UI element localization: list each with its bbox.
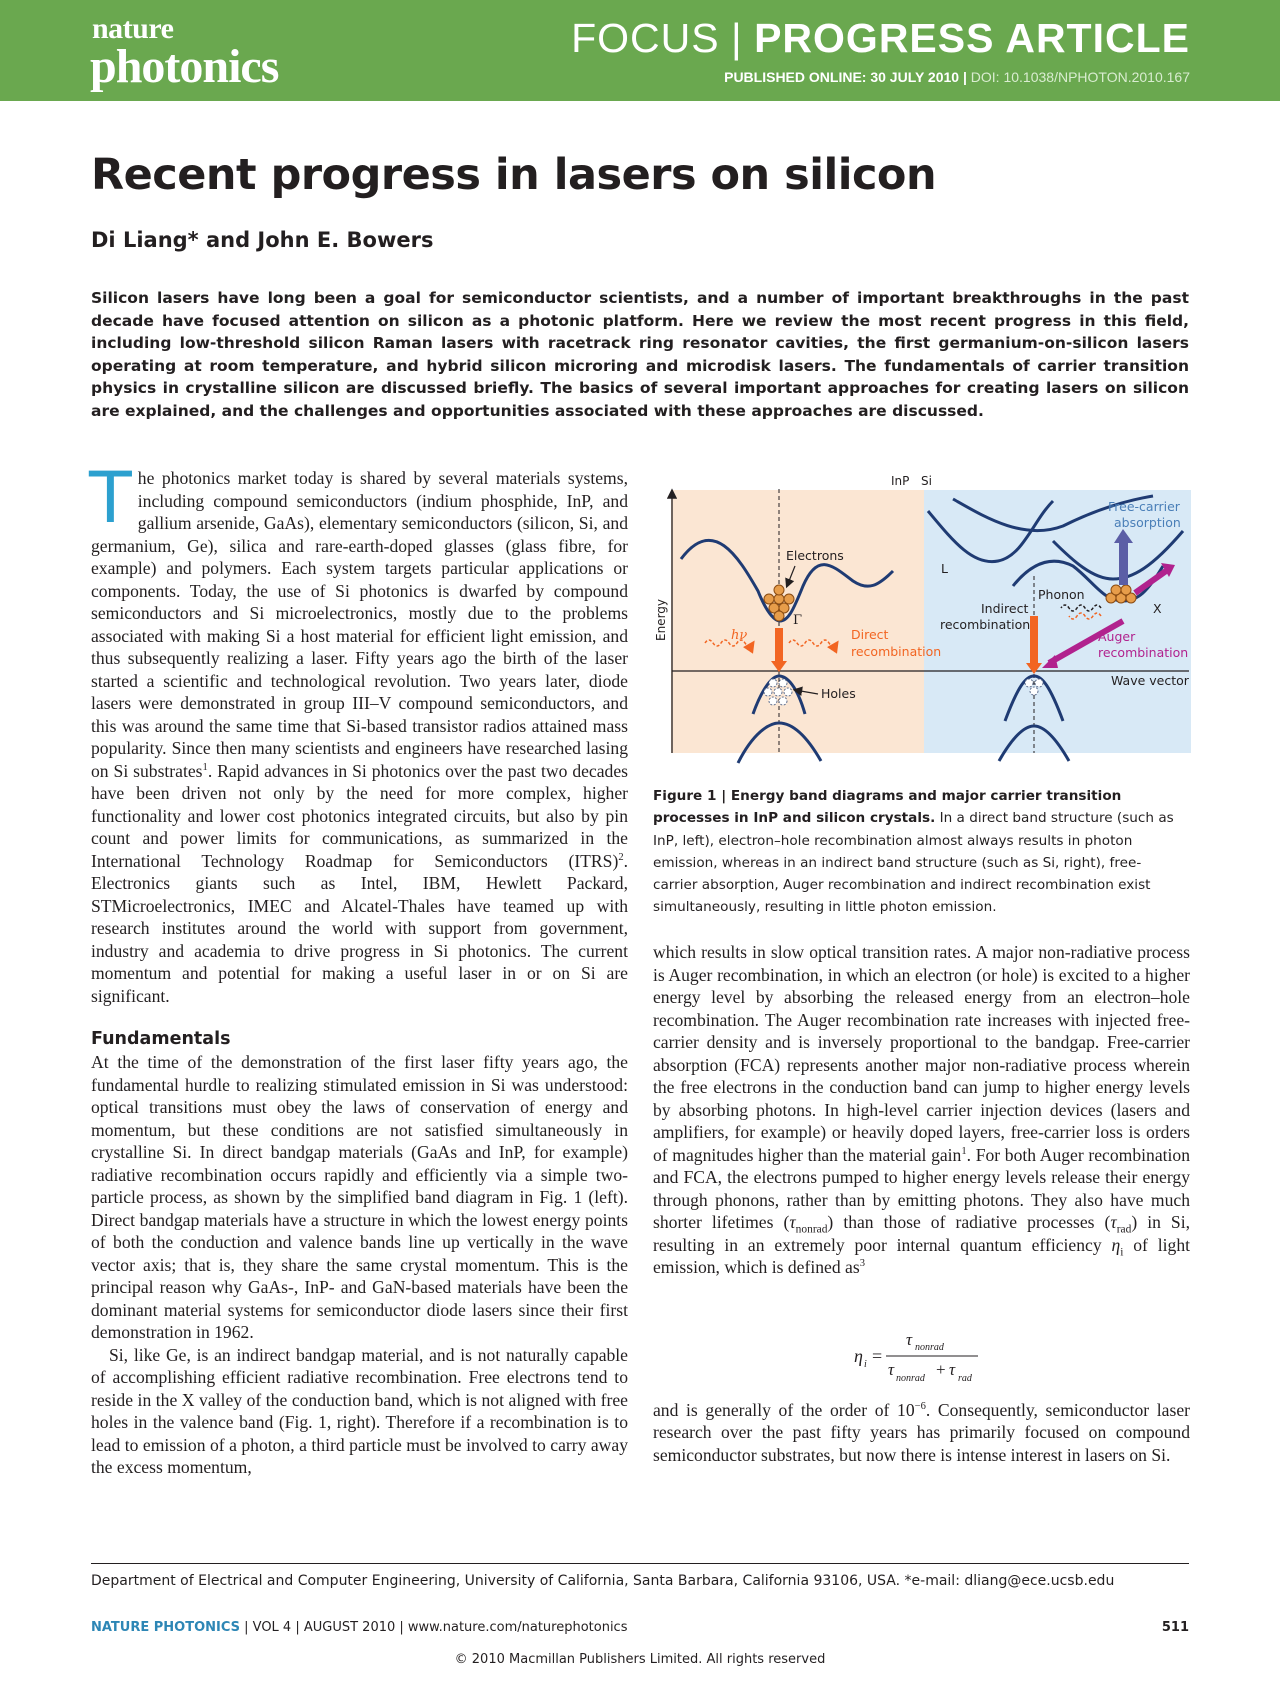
publication-info (724, 69, 1190, 85)
electrons-label: Electrons (786, 548, 844, 563)
left-column (89, 457, 628, 1479)
right-paragraph-1: which results in slow optical transition rates. A major non-radiative process is Auger recombination, in which an electron (or hole) is excited to a higher energy level by absorbing the released energy from an electron–hole recombination. The Auger recombination rate increases with injected free-carrier density and is inversely proportional to the bandgap. Free-carrier absorption (FCA) represents another major non-radiative process wherein the free electrons in the conduction band can jump to higher energy levels by absorbing photons. In high-level carrier injection devices (lasers and amplifiers, for example) or heavily doped layers, free-carrier loss is orders of magnitudes higher than the material gain$^1$. For both Auger recombination and FCA, the electrons pumped to higher energy levels release their energy through phonons, rather than by emitting photons. They also have much shorter lifetimes $(\tau_{nonrad})$ than those of radiative processes $(\tau_{rad})$ in Si, resulting in an extremely poor internal quantum efficiency $\eta_i$ of light emission, which is defined $as^3$ (653, 942, 1190, 1277)
figure-1-caption (653, 785, 1183, 919)
ref-2[interactable]: 2 (618, 851, 624, 863)
ref-1[interactable]: 1 (202, 761, 208, 773)
direct-recombination-arrow (775, 628, 783, 664)
holes-label: Holes (821, 686, 856, 701)
phonon-label: Phonon (1038, 587, 1085, 602)
journal-citation (91, 1620, 627, 1635)
caption-title: Figure 1 | Energy band diagrams and major carrier transition processes in InP and silicon crystals. (653, 788, 1122, 827)
direct-label-1: Direct (851, 627, 889, 642)
svg-text:τ: τ (888, 1360, 895, 1379)
caption-text: In a direct band structure (such as InP, left), electron–hole recombination almost always results in photon emission, whereas in an indirect band structure (such as Si, right), free-carrier absorption, Auger recombination and indirect recombination exist simultaneously, resulting in little photon emission. (653, 810, 1174, 916)
si-label: Si (921, 474, 932, 488)
footer-rule (91, 1563, 1189, 1564)
fundamentals-paragraph-1: At the time of the demonstration of the first laser fifty years ago, the fundamental hurdle to realizing stimulated emission in Si was understood: optical transitions must obey the laws of conservation of energy and momentum, but these conditions are not satisfied simultaneously in crystalline Si. In direct bandgap materials (GaAs and InP, for example) radiative recombination occurs rapidly and efficiently via a simple two-particle process, as shown by the simplified band diagram in Fig. 1 (left). Direct bandgap materials have a structure in which the lowest energy points of both the conduction and valence bands line up vertically in the wave vector axis; that is, they share the same crystal momentum. This is the principal reason why GaAs-, InP- and GaN-based materials have been the dominant material systems for semiconductor diode lasers since their first demonstration in 1962. (91, 1052, 628, 1342)
figure-1 (653, 471, 1191, 771)
fundamentals-paragraph-2: Si, like Ge, is an indirect bandgap material, and is not naturally capable of accomplishing efficient radiative recombination. Free electrons tend to reside in the X valley of the conduction band, which is not aligned with free holes in the valence band (Fig. 1, right). Therefore if a recombination is to lead to emission of a photon, a third particle must be involved to carry away the excess momentum, (91, 1344, 628, 1477)
svg-text:τ: τ (906, 1330, 913, 1349)
journal-banner (0, 0, 1280, 101)
band-diagram (653, 471, 1191, 771)
focus-label: FOCUS (571, 15, 720, 61)
auger-label-2: recombination (1098, 645, 1189, 660)
svg-text:nonrad: nonrad (915, 1342, 944, 1353)
svg-text:nonrad: nonrad (896, 1373, 925, 1384)
drop-cap: T (89, 457, 132, 539)
svg-text:+: + (936, 1360, 946, 1379)
doi[interactable]: DOI: 10.1038/NPHOTON.2010.167 (970, 69, 1190, 85)
gamma-label: Γ (793, 613, 803, 628)
fca-label-1: Free-carrier (1108, 499, 1180, 514)
focus-separator: | (731, 15, 743, 61)
page-number: 511 (1161, 1620, 1189, 1635)
section-label (571, 14, 1190, 62)
intro-paragraph: The photonics market today is shared by several materials systems, including compound semiconductors (indium phosphide, InP, and gallium arsenide, GaAs), elementary semiconductors (silicon, Si, and germanium, Ge), silica and rare-earth-doped glasses (glass fibre, for example) and polymers. Each system targets particular applications or components. Today, the use of Si photonics is dwarfed by compound semiconductors and Si microelectronics, mostly due to the problems associated with making Si a host material for efficient light emission, and thus subsequently realizing a laser. Fifty years ago the birth of the laser started a scientific and technological revolution. Two years later, diode lasers were demonstrated in group III–V compound semiconductors, and this was around the same time that Si-based transistor radios attained mass popularity. Since then many scientists and engineers have researched lasing on Si substrates$^1$. Rapid advances in Si photonics over the past two decades have been driven not only by the need for more complex, higher functionality and lower cost photonics integrated circuits, but also by pin count and power limits for communications, as summarized in the International Technology Roadmap for Semiconductors (ITRS)$^2$. Electronics giants such as Intel, IBM, Hewlett Packard, STMicroelectronics, IMEC and Alcatel-Thales have teamed up with research institutes around the world with support from government, industry and academia to drive progress in Si photonics. The current momentum and potential for making a useful laser in or on Si are significant. (89, 457, 628, 1006)
svg-text:i: i (864, 1359, 867, 1370)
svg-text:=: = (872, 1346, 883, 1366)
right-column (653, 941, 1190, 1466)
ref-3[interactable]: 3 (859, 1258, 865, 1270)
inp-label: InP (891, 474, 910, 488)
svg-text:η: η (854, 1346, 863, 1366)
quantum-efficiency-equation (850, 1325, 990, 1385)
X-label: X (1153, 601, 1162, 616)
journal-issue[interactable]: | VOL 4 | AUGUST 2010 | www.nature.com/naturephotonics (240, 1620, 628, 1635)
right-paragraph-2: and is generally of the order of $10^{-6}$. Consequently, semiconductor laser research over the past fifty years has primarily focused on compound semiconductor substrates, but now there is intense interest in lasers on Si. (653, 1399, 1190, 1465)
article-type: PROGRESS ARTICLE (754, 15, 1190, 61)
journal-name: NATURE PHOTONICS (91, 1620, 241, 1635)
pub-separator: | (962, 69, 967, 85)
ref-1b[interactable]: 1 (961, 1145, 967, 1157)
svg-text:rad: rad (958, 1373, 972, 1384)
fca-label-2: absorption (1114, 515, 1181, 530)
auger-label-1: Auger (1098, 629, 1136, 644)
hv-label: hν (731, 628, 748, 643)
abstract: Silicon lasers have long been a goal for semiconductor scientists, and a number of important breakthroughs in the past decade have focused attention on silicon as a photonic platform. Here we review the most recent progress in this field, including low-threshold silicon Raman lasers with racetrack ring resonator cavities, the first germanium-on-silicon lasers operating at room temperature, and hybrid silicon microring and microdisk lasers. The fundamentals of carrier transition physics in crystalline silicon are discussed briefly. The basics of several important approaches for creating lasers on silicon are explained, and the challenges and opportunities associated with these approaches are discussed. (91, 289, 1189, 420)
indirect-label-1: Indirect (981, 601, 1029, 616)
svg-text:τ: τ (949, 1360, 956, 1379)
author-list: Di Liang* and John E. Bowers (91, 228, 434, 252)
journal-logo-top: nature (92, 12, 174, 45)
section-heading-fundamentals: Fundamentals (91, 1029, 231, 1049)
published-date: PUBLISHED ONLINE: 30 JULY 2010 (724, 69, 960, 85)
copyright: © 2010 Macmillan Publishers Limited. All rights reserved (454, 1652, 826, 1667)
indirect-recombination-arrow (1030, 616, 1038, 666)
energy-label: Energy (654, 598, 668, 641)
wave-vector-label: Wave vector (1111, 673, 1189, 688)
L-label: L (941, 561, 948, 576)
free-carrier-absorption-arrow (1119, 539, 1128, 585)
article-title: Recent progress in lasers on silicon (91, 150, 937, 200)
indirect-label-2: recombination (940, 617, 1031, 632)
direct-label-2: recombination (851, 644, 942, 659)
author-affiliation: Department of Electrical and Computer Engineering, University of California, Santa Barbara, California 93106, USA. *e-mail: dliang@ece.ucsb.edu (91, 1573, 1115, 1589)
journal-logo-bottom: photonics (90, 40, 279, 93)
